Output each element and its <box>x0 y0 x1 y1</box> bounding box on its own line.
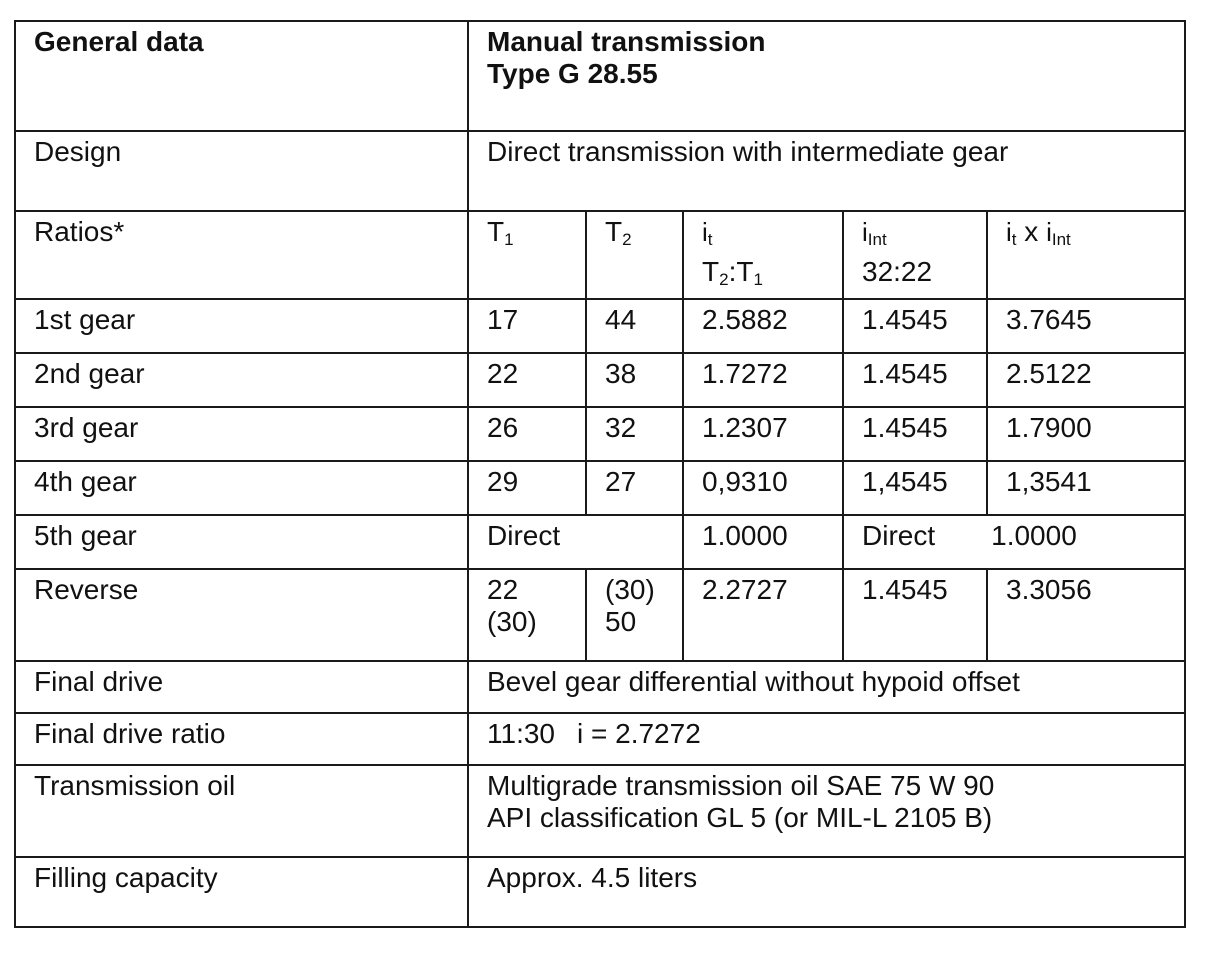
gear-t1: 17 <box>468 299 586 353</box>
final-drive-row <box>15 661 1185 713</box>
fifth-gear-row <box>15 515 1185 569</box>
gear-iint: 1.4545 <box>843 299 987 353</box>
gear-label: 5th gear <box>15 515 468 569</box>
transmission-title: Manual transmission <box>487 26 766 57</box>
general-data-heading: General data <box>15 21 468 131</box>
fifth-gear-intermediate: Direct 1.0000 <box>843 515 1185 569</box>
ratios-label: Ratios* <box>15 211 468 299</box>
transmission-type: Type G 28.55 <box>487 58 658 89</box>
gear-t1: 22 (30) <box>468 569 586 661</box>
fifth-gear-teeth: Direct <box>468 515 683 569</box>
table-row <box>15 461 1185 515</box>
gear-t2: 27 <box>586 461 683 515</box>
gear-t1: 22 <box>468 353 586 407</box>
design-value: Direct transmission with intermediate gear <box>468 131 1185 211</box>
gear-product: 2.5122 <box>987 353 1185 407</box>
design-label: Design <box>15 131 468 211</box>
col-iint-heading: $i_{Int}$ 32:22 <box>843 211 987 299</box>
gear-iint: 1,4545 <box>843 461 987 515</box>
table-row <box>15 407 1185 461</box>
gear-label: 3rd gear <box>15 407 468 461</box>
gear-product: 1.7900 <box>987 407 1185 461</box>
transmission-spec-table <box>14 20 1186 928</box>
gear-t1: 29 <box>468 461 586 515</box>
final-drive-label: Final drive <box>15 661 468 713</box>
final-drive-ratio-value: 11:30 i = 2.7272 <box>468 713 1185 765</box>
gear-it: 2.5882 <box>683 299 843 353</box>
final-drive-ratio-row <box>15 713 1185 765</box>
gear-iint: 1.4545 <box>843 569 987 661</box>
final-drive-value: Bevel gear differential without hypoid offset <box>468 661 1185 713</box>
gear-it: 1.7272 <box>683 353 843 407</box>
transmission-oil-label: Transmission oil <box>15 765 468 857</box>
gear-iint: 1.4545 <box>843 353 987 407</box>
design-row <box>15 131 1185 211</box>
gear-it: 1.2307 <box>683 407 843 461</box>
table-row <box>15 299 1185 353</box>
gear-t2: 38 <box>586 353 683 407</box>
col-product-heading: $i_t$ x $i_{Int}$ <box>987 211 1185 299</box>
transmission-heading <box>468 21 1185 131</box>
gear-label: 2nd gear <box>15 353 468 407</box>
transmission-oil-row <box>15 765 1185 857</box>
gear-iint: 1.4545 <box>843 407 987 461</box>
filling-capacity-row <box>15 857 1185 927</box>
gear-product: 1,3541 <box>987 461 1185 515</box>
table-row <box>15 353 1185 407</box>
gear-t2: 44 <box>586 299 683 353</box>
filling-capacity-label: Filling capacity <box>15 857 468 927</box>
col-it-heading: $i_t$ $T_2:T_1$ <box>683 211 843 299</box>
gear-label: 1st gear <box>15 299 468 353</box>
col-t1-heading: $T_1$ <box>468 211 586 299</box>
gear-t2: (30) 50 <box>586 569 683 661</box>
gear-it: 2.2727 <box>683 569 843 661</box>
gear-product: 3.7645 <box>987 299 1185 353</box>
gear-t1: 26 <box>468 407 586 461</box>
filling-capacity-value: Approx. 4.5 liters <box>468 857 1185 927</box>
ratios-header-row <box>15 211 1185 299</box>
transmission-oil-value: Multigrade transmission oil SAE 75 W 90 API classification GL 5 (or MIL-L 2105 B) <box>468 765 1185 857</box>
gear-it: 0,9310 <box>683 461 843 515</box>
gear-it: 1.0000 <box>683 515 843 569</box>
gear-label: Reverse <box>15 569 468 661</box>
table-header-row <box>15 21 1185 131</box>
col-t2-heading: $T_2$ <box>586 211 683 299</box>
gear-t2: 32 <box>586 407 683 461</box>
gear-label: 4th gear <box>15 461 468 515</box>
gear-product: 3.3056 <box>987 569 1185 661</box>
final-drive-ratio-label: Final drive ratio <box>15 713 468 765</box>
reverse-row <box>15 569 1185 661</box>
